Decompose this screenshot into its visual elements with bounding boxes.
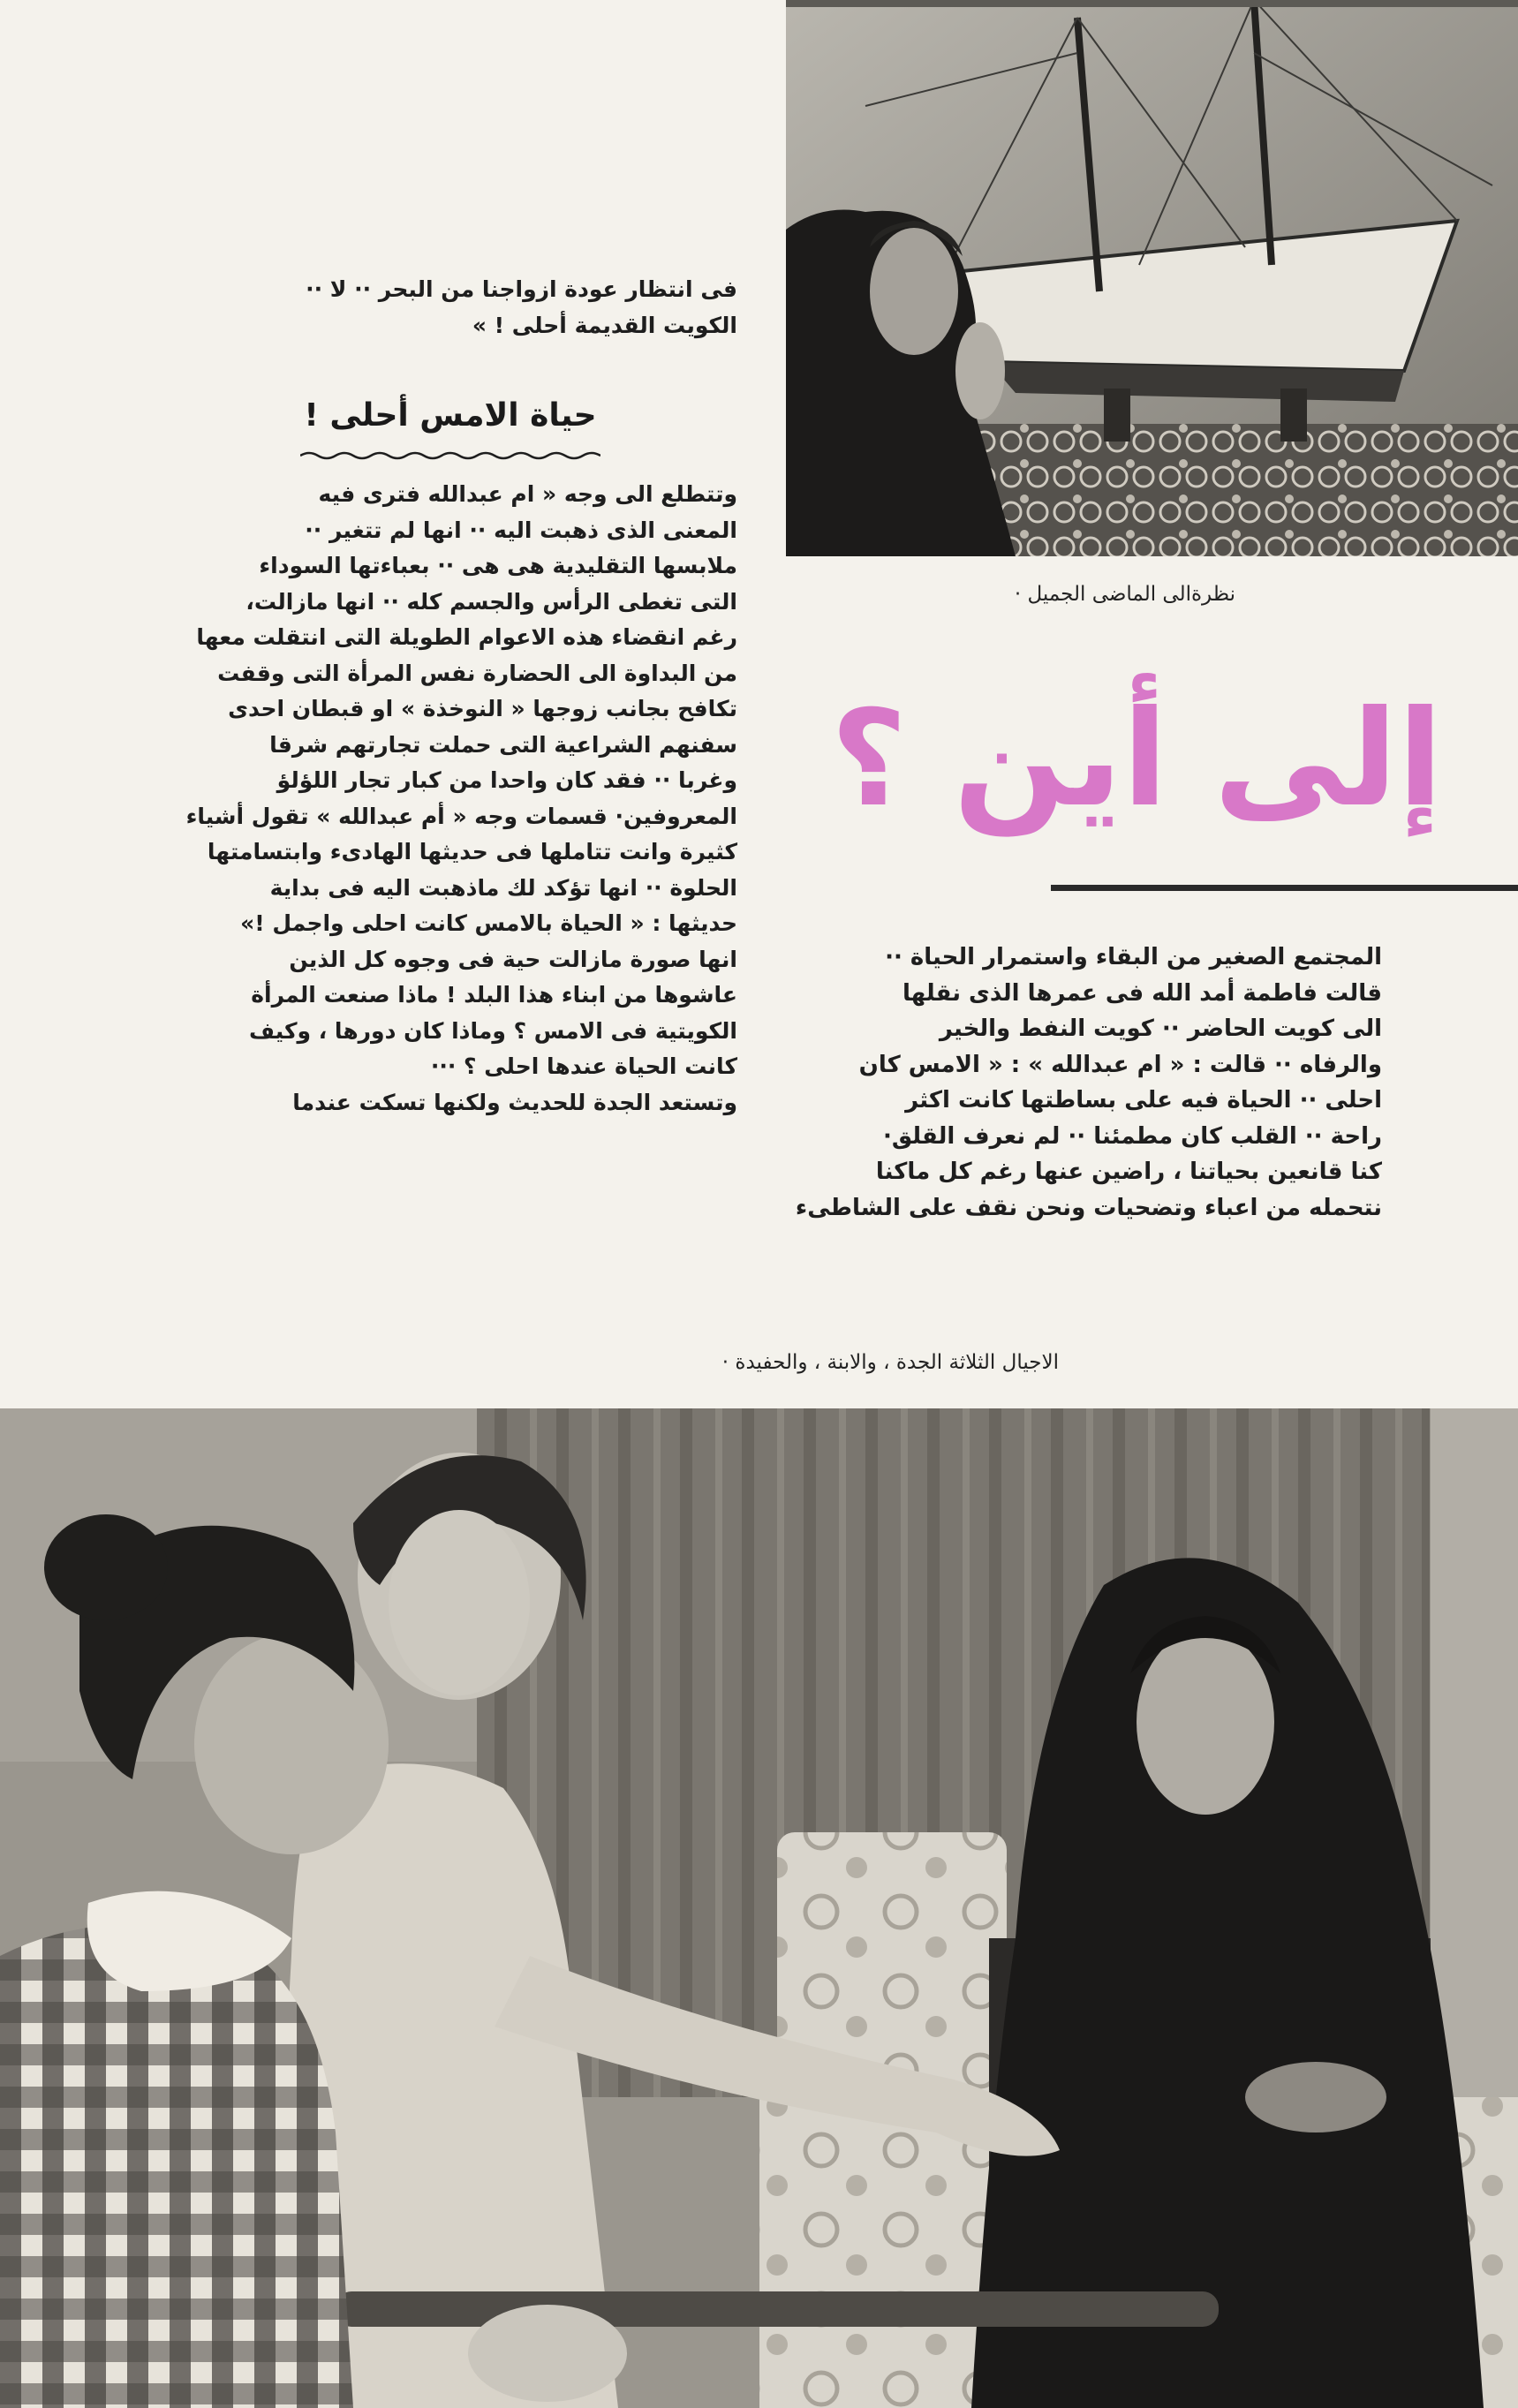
family-photo-illustration [0,1408,1518,2408]
body-line: والرفاه ·· قالت : « ام عبدالله » : « الامس كان [858,1051,1382,1078]
body-line: راحة ·· القلب كان مطمئنا ·· لم نعرف القلق· [882,1122,1382,1150]
body-line: وغربا ·· فقد كان واحدا من كبار تجار اللؤلؤ [276,767,737,793]
body-line: وتتطلع الى وجه « ام عبدالله فترى فيه [318,481,737,507]
intro-line: الكويت القديمة أحلى ! » [472,312,737,338]
body-line: عاشوها من ابناء هذا البلد ! ماذا صنعت المرأة [251,982,737,1008]
body-line: التى تغطى الرأس والجسم كله ·· انها مازالت، [245,588,737,615]
photo-woman-with-ship-model [786,0,1518,556]
left-column-body [150,477,737,1121]
headline: إلى أين ؟ [830,683,1443,836]
body-line: تكافح بجانب زوجها « النوخذة » او قبطان احدى [228,696,737,721]
body-line: انها صورة مازالت حية فى وجوه كل الذين [289,946,737,972]
body-line: الى كويت الحاضر ·· كويت النفط والخير [939,1015,1382,1042]
body-line: كانت الحياة عندها احلى ؟ ··· [430,1053,737,1079]
headline-rule [1051,885,1518,891]
ship-photo-illustration [786,0,1518,556]
body-line: من البداوة الى الحضارة نفس المرأة التى وقفت [217,660,737,686]
body-line: المجتمع الصغير من البقاء واستمرار الحياة ·· [885,944,1382,970]
body-line: ملابسها التقليدية هى هى ·· بعباءتها السوداء [259,553,737,578]
body-line: قالت فاطمة أمد الله فى عمرها الذى نقلها [902,979,1382,1007]
caption-bottom-photo: الاجيال الثلاثة الجدة ، والابنة ، والحفيدة · [721,1351,1059,1374]
body-line: الكويتية فى الامس ؟ وماذا كان دورها ، وكيف [248,1017,737,1044]
left-column-intro [150,272,737,343]
photo-three-generations [0,1408,1518,2408]
caption-top-photo: نظرةالى الماضى الجميل · [1014,583,1235,606]
body-line: رغم انقضاء هذه الاعوام الطويلة التى انتقلت معها [196,624,737,650]
body-line: كنا قانعين بحياتنا ، راضين عنها رغم كل ماكنا [875,1159,1382,1185]
body-line: المعنى الذى ذهبت اليه ·· انها لم تتغير ·· [305,517,737,543]
body-line: حديثها : « الحياة بالامس كانت احلى واجمل !» [240,910,737,936]
subheading: حياة الامس أحلى ! [304,397,597,434]
body-line: سفنهم الشراعية التى حملت تجارتهم شرقا [269,731,737,758]
body-line: نتحمله من اعباء وتضحيات ونحن نقف على الشاطىء [795,1194,1382,1221]
body-line: احلى ·· الحياة فيه على بساطتها كانت اكثر [905,1087,1382,1113]
body-line: الحلوة ·· انها تؤكد لك ماذهبت اليه فى بداية [269,874,737,901]
body-line: المعروفين· قسمات وجه « أم عبدالله » تقول أشياء [185,803,737,829]
body-line: كثيرة وانت تتاملها فى حديثها الهادىء وابتسامتها [207,839,737,864]
body-line: وتستعد الجدة للحديث ولكنها تسكت عندما [292,1089,737,1115]
right-column-body [790,940,1382,1226]
intro-line: فى انتظار عودة ازواجنا من البحر ·· لا ·· [306,276,737,302]
subheading-underline [300,449,600,463]
